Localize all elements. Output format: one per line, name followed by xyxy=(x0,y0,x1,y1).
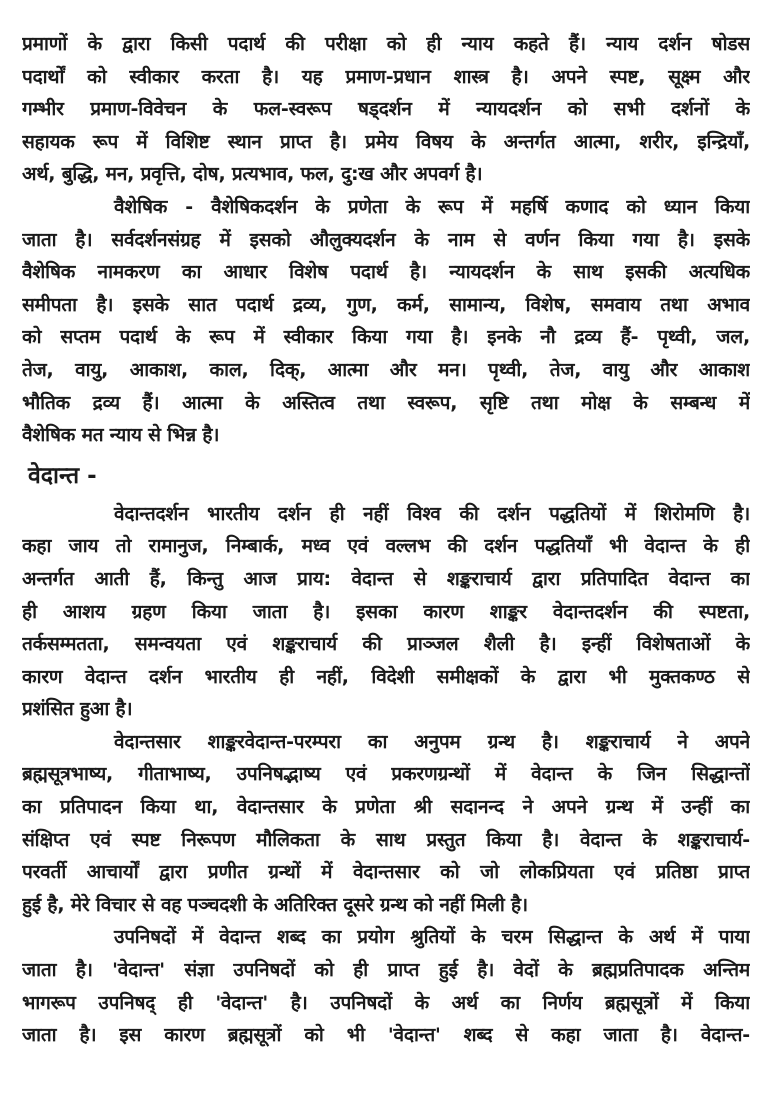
text-line: उपनिषदों में वेदान्त शब्द का प्रयोग श्रुतियों के चरम सिद्धान्त के अर्थ में पाया xyxy=(114,926,750,949)
text-line: वेदान्तसार शाङ्करवेदान्त-परम्परा का अनुपम ग्रन्थ है। शङ्कराचार्य ने अपने xyxy=(114,730,750,753)
document-page xyxy=(22,28,750,1052)
text-line: प्रशंसित हुआ है। xyxy=(22,698,133,721)
text-line: अर्थ, बुद्धि, मन, प्रवृत्ति, दोष, प्रत्यभाव, फल, दु:ख और अपवर्ग है। xyxy=(22,163,483,186)
text-line: कहा जाय तो रामानुज, निम्बार्क, मध्व एवं वल्लभ की दर्शन पद्धतियाँ भी वेदान्त के ही xyxy=(22,535,750,558)
text-line: कारण वेदान्त दर्शन भारतीय ही नहीं, विदेशी समीक्षकों के द्वारा भी मुक्तकण्ठ से xyxy=(22,665,750,688)
section-nyaya-vaisheshika xyxy=(22,28,750,452)
text-line: भागरूप उपनिषद् ही 'वेदान्त' है। उपनिषदों के अर्थ का निर्णय ब्रह्मसूत्रों में किया xyxy=(22,991,750,1014)
text-line: वैशेषिक नामकरण का आधार विशेष पदार्थ है। न्यायदर्शन के साथ इसकी अत्यधिक xyxy=(22,261,750,284)
text-line: तर्कसम्मतता, समन्वयता एवं शङ्कराचार्य की प्राञ्जल शैली है। इन्हीं विशेषताओं के xyxy=(22,633,750,656)
text-line: का प्रतिपादन किया था, वेदान्तसार के प्रणेता श्री सदानन्द ने अपने ग्रन्थ में उन्हीं का xyxy=(22,796,750,819)
text-line: गम्भीर प्रमाण-विवेचन के फल-स्वरूप षड्दर्शन में न्यायदर्शन को सभी दर्शनों के xyxy=(22,98,750,121)
paragraph xyxy=(22,921,750,1051)
paragraph xyxy=(22,28,750,191)
text-line: समीपता है। इसके सात पदार्थ द्रव्य, गुण, कर्म, सामान्य, विशेष, समवाय तथा अभाव xyxy=(22,293,750,316)
text-line: भौतिक द्रव्य हैं। आत्मा के अस्तित्व तथा स्वरूप, सृष्टि तथा मोक्ष के सम्बन्ध में xyxy=(22,391,750,414)
text-line: अन्तर्गत आती हैं, किन्तु आज प्राय: वेदान्त से शङ्कराचार्य द्वारा प्रतिपादित वेदान्त का xyxy=(22,567,750,590)
paragraph xyxy=(22,191,750,452)
text-line: जाता है। इस कारण ब्रह्मसूत्रों को भी 'वेदान्त' शब्द से कहा जाता है। वेदान्त- xyxy=(22,1024,750,1047)
text-line: तेज, वायु, आकाश, काल, दिक्, आत्मा और मन। पृथ्वी, तेज, वायु और आकाश xyxy=(22,358,750,381)
text-line: वेदान्तदर्शन भारतीय दर्शन ही नहीं विश्व की दर्शन पद्धतियों में शिरोमणि है। xyxy=(114,502,750,525)
text-line: प्रमाणों के द्वारा किसी पदार्थ की परीक्षा को ही न्याय कहते हैं। न्याय दर्शन षोडस xyxy=(22,33,750,55)
text-line: परवर्ती आचार्यों द्वारा प्रणीत ग्रन्थों में वेदान्तसार को जो लोकप्रियता एवं प्रतिष्ठा प्राप्त xyxy=(22,861,750,884)
text-line: जाता है। सर्वदर्शनसंग्रह में इसको औलुक्यदर्शन के नाम से वर्णन किया गया है। इसके xyxy=(22,228,750,251)
text-line: को सप्तम पदार्थ के रूप में स्वीकार किया गया है। इनके नौ द्रव्य हैं- पृथ्वी, जल, xyxy=(22,326,750,349)
text-line: वैशेषिक मत न्याय से भिन्न है। xyxy=(22,424,220,447)
section-vedanta xyxy=(22,498,750,1052)
text-line: हुई है, मेरे विचार से वह पञ्चदशी के अतिरिक्त दूसरे ग्रन्थ को नहीं मिली है। xyxy=(22,893,528,916)
section-heading-vedanta: वेदान्त - xyxy=(28,462,97,489)
text-line: वैशेषिक - वैशेषिकदर्शन के प्रणेता के रूप में महर्षि कणाद को ध्यान किया xyxy=(114,195,750,218)
text-line: जाता है। 'वेदान्त' संज्ञा उपनिषदों को ही प्राप्त हुई है। वेदों के ब्रह्मप्रतिपादक अन्तिम xyxy=(22,959,750,982)
paragraph xyxy=(22,726,750,922)
text-line: पदार्थों को स्वीकार करता है। यह प्रमाण-प्रधान शास्त्र है। अपने स्पष्ट, सूक्ष्म और xyxy=(22,65,750,88)
text-line: ही आशय ग्रहण किया जाता है। इसका कारण शाङ्कर वेदान्तदर्शन की स्पष्टता, xyxy=(22,600,750,623)
paragraph xyxy=(22,498,750,726)
text-line: संक्षिप्त एवं स्पष्ट निरूपण मौलिकता के साथ प्रस्तुत किया है। वेदान्त के शङ्कराचार्य- xyxy=(22,828,750,851)
text-line: ब्रह्मसूत्रभाष्य, गीताभाष्य, उपनिषद्भाष्य एवं प्रकरणग्रन्थों में वेदान्त के जिन सिद्धान्तों xyxy=(22,763,750,786)
text-line: सहायक रूप में विशिष्ट स्थान प्राप्त है। प्रमेय विषय के अन्तर्गत आत्मा, शरीर, इन्द्रियाँ, xyxy=(22,130,750,153)
